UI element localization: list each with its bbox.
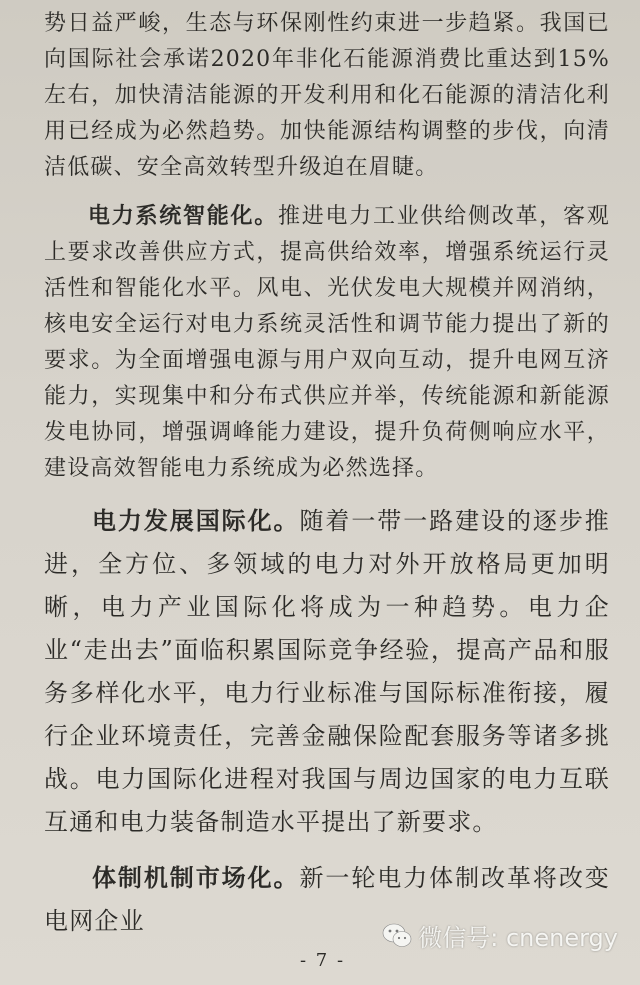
paragraph-internationalization: [44, 499, 610, 844]
paragraph-text: 势日益严峻，生态与环保刚性约束进一步趋紧。我国已向国际社会承诺2020年非化石能源消费比重达到15%左右，加快清洁能源的开发利用和化石能源的清洁化利用已经成为必然趋势。加快能源结构调整的步伐，向清洁低碳、安全高效转型升级迫在眉睫。: [44, 11, 610, 180]
paragraph-text: 推进电力工业供给侧改革，客观上要求改善供应方式，提高供给效率，增强系统运行灵活性和智能化水平。风电、光伏发电大规模并网消纳，核电安全运行对电力系统灵活性和调节能力提出了新的要求。为全面增强电源与用户双向互动，提升电网互济能力，实现集中和分布式供应并举，传统能源和新能源发电协同，增强调峰能力建设，提升负荷侧响应水平，建设高效智能电力系统成为必然选择。: [44, 204, 610, 481]
paragraph-heading: 电力发展国际化。: [92, 506, 300, 535]
paragraph-intro: [44, 6, 610, 186]
paragraph-smart-grid: [44, 198, 610, 487]
paragraph-heading: 体制机制市场化。: [92, 863, 300, 892]
wechat-icon: [382, 923, 412, 949]
watermark-text: 微信号: cnenergy: [418, 924, 618, 952]
page-number: - 7 -: [300, 950, 346, 971]
paragraph-heading: 电力系统智能化。: [88, 203, 279, 229]
wechat-watermark: [382, 918, 618, 953]
paragraph-text: 新一轮电力体制改革将改变电网企业: [44, 864, 610, 935]
paragraph-text: 随着一带一路建设的逐步推进，全方位、多领域的电力对外开放格局更加明晰，电力产业国际化将成为一种趋势。电力企业“走出去”面临积累国际竞争经验，提高产品和服务多样化水平，电力行业标准与国际标准衔接，履行企业环境责任，完善金融保险配套服务等诸多挑战。电力国际化进程对我国与周边国家的电力互联互通和电力装备制造水平提出了新要求。: [44, 507, 610, 836]
